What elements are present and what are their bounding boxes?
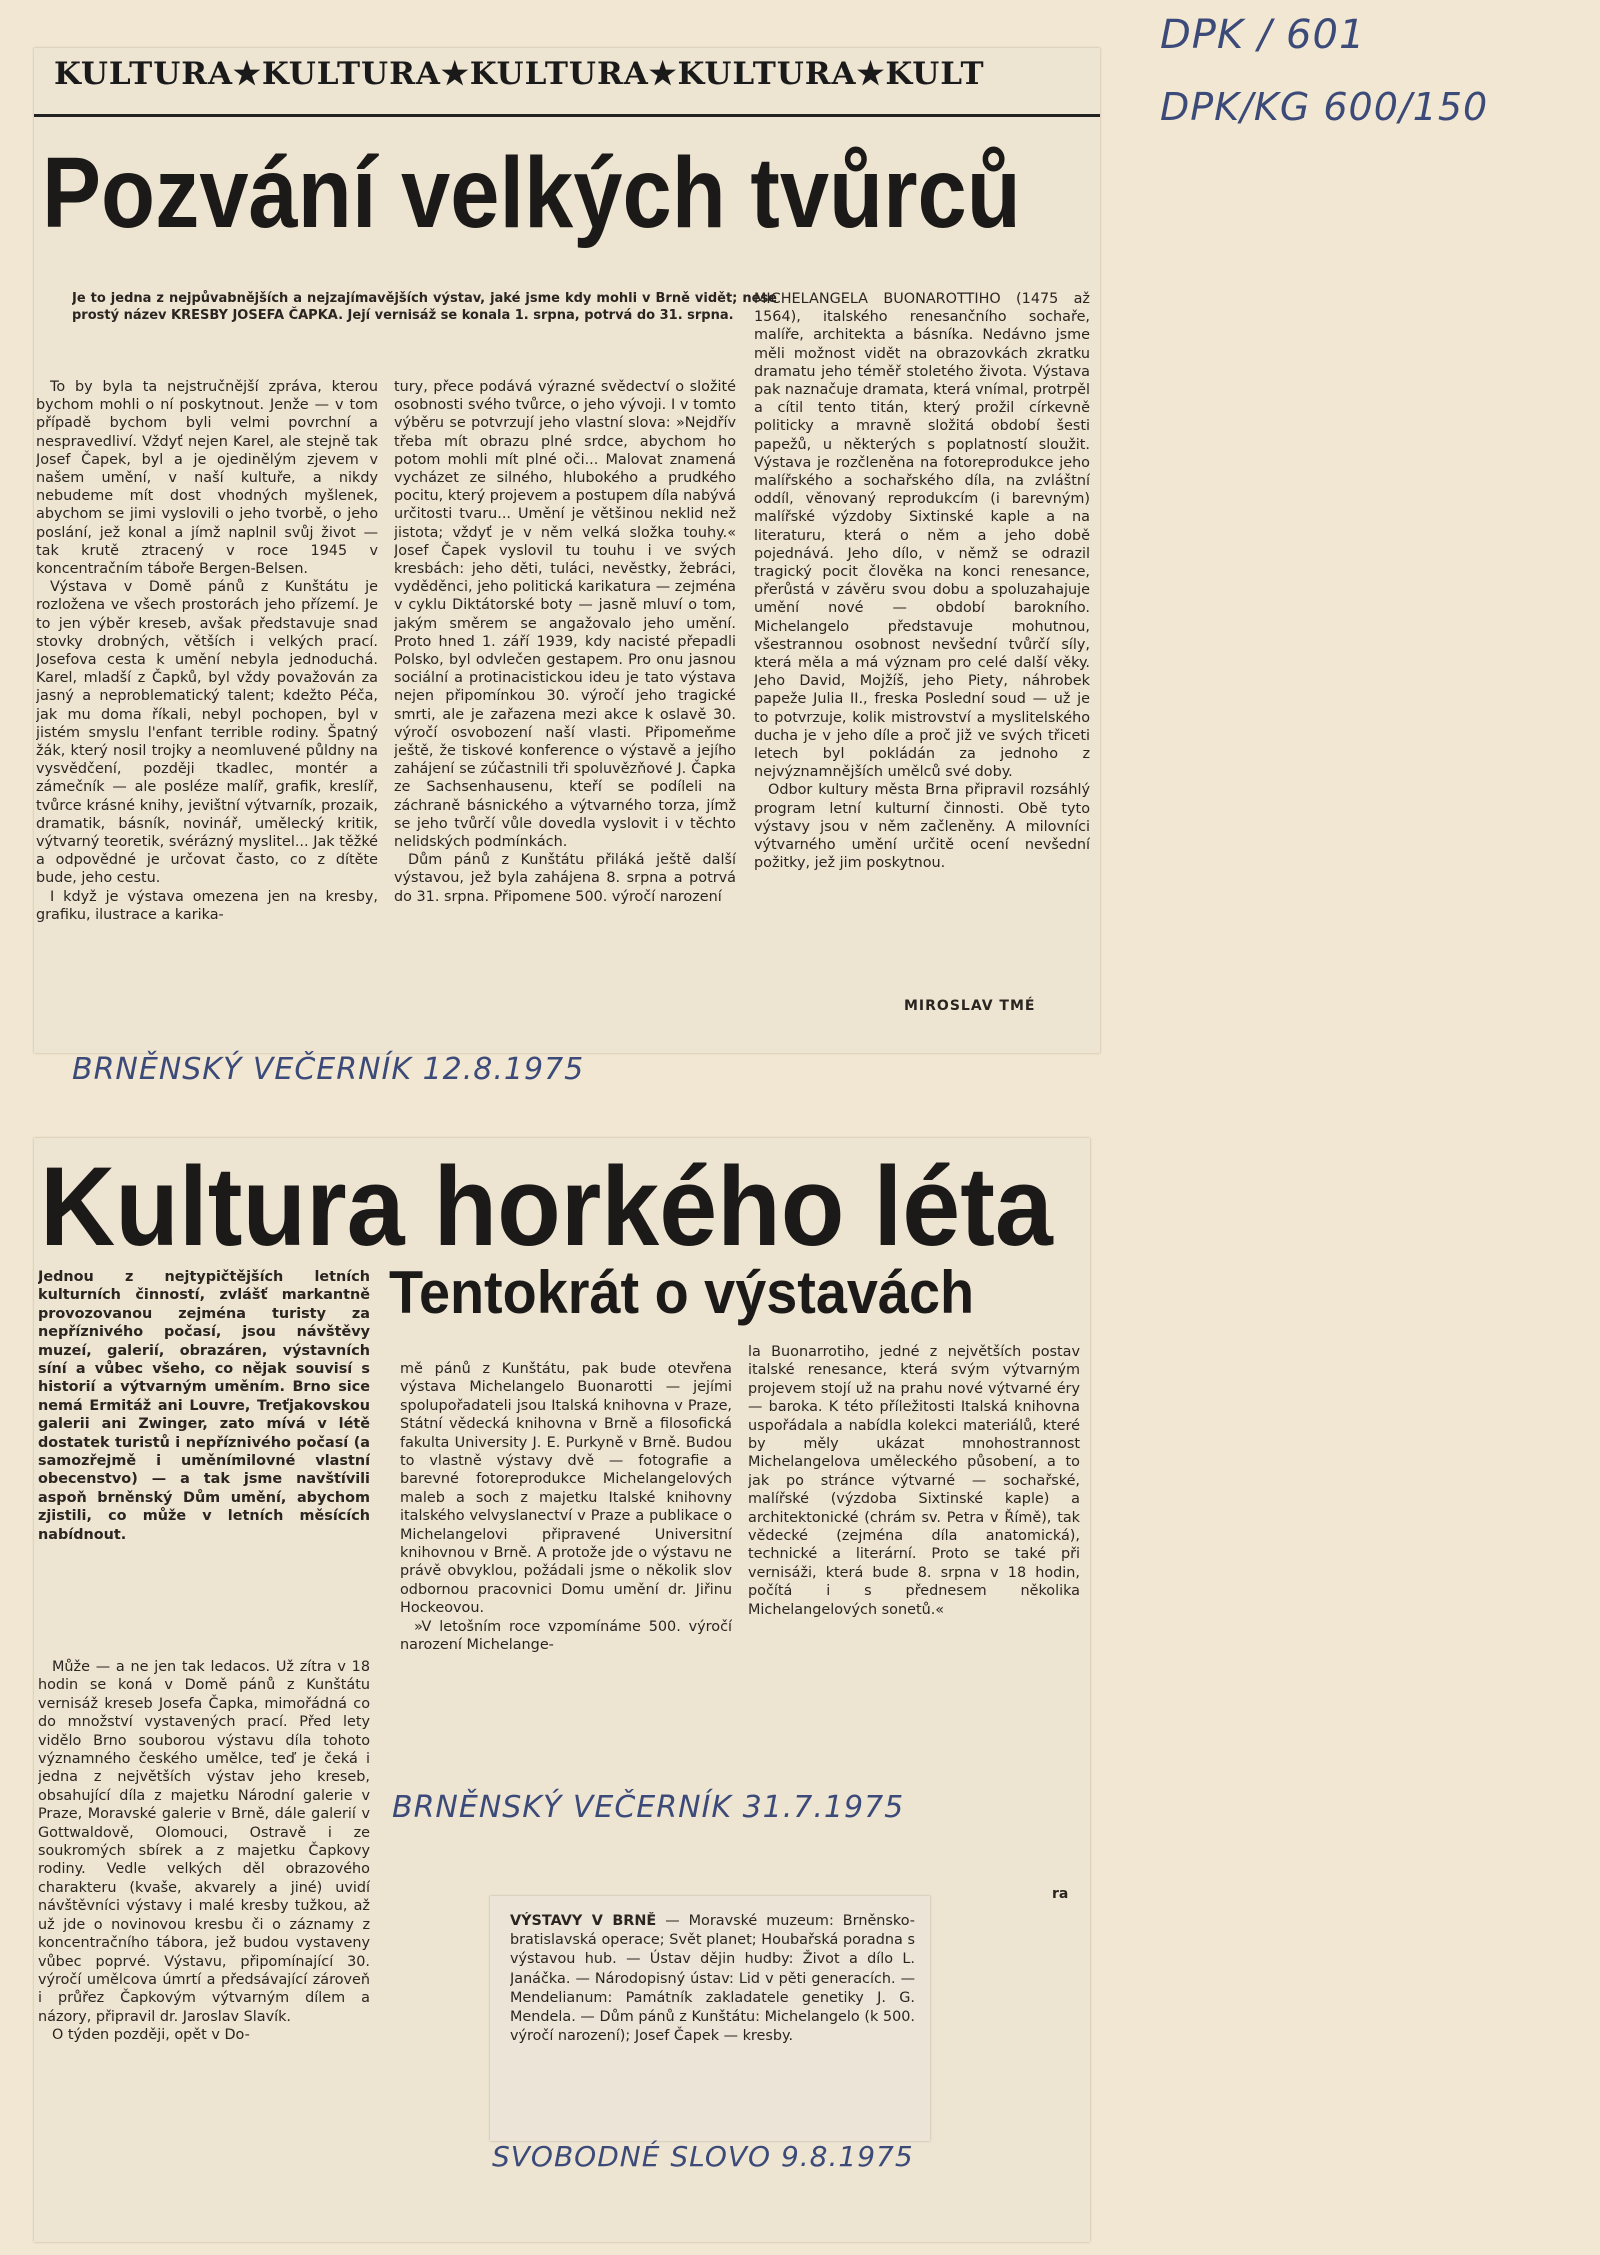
paragraph: »V letošním roce vzpomínáme 500. výročí narození Michelange- xyxy=(400,1618,732,1654)
archive-code-2: DPK/KG 600/150 xyxy=(1160,85,1489,129)
paragraph: tury, přece podává výrazné svědectví o složité osobnosti svého tvůrce, o jeho vývoji. I v tomto výběru se potvrzují jeho vlastní slova: »Nejdřív třeba mít obrazu plné srdce, abychom ho potom mohli mít plné oči... Malovat znamená vycházet ze silného, hlubokého a prudkého pocitu, který projevem a postupem díla nabývá určitosti tvaru... Umění je většinou neklid než jistota; vždyť je v něm velká složka touhy.« Josef Čapek vyslovil tu touhu i ve svých kresbách: jeho děti, tuláci, nevěstky, žebráci, vyděděnci, jeho politická karikatura — zejména v cyklu Diktátorské boty — jasně mluví o tom, jakým směrem se angažovalo jeho umění. Proto hned 1. září 1939, kdy nacisté přepadli Polsko, byl odvlečen gestapem. Pro onu jasnou sociální a protinacistickou ideu je tato výstava nejen připomínkou 30. výročí jeho tragické smrti, ale je zařazena mezi akce k oslavě 30. výročí osvobození naší vlasti. Připomeňme ještě, že tiskové konference o výstavě a jejího zahájení se zúčastnili tři spoluvězňové J. Čapka ze Sachsenhausenu, kteří se podíleli na záchraně básnického a výtvarného torza, jímž se jeho tvůrčí vůle dovedla vyslovit i v těchto nelidských podmínkách. xyxy=(394,379,736,851)
listing-text xyxy=(510,1912,915,2138)
source-note-1: BRNĚNSKÝ VEČERNÍK 12.8.1975 xyxy=(72,1052,585,1087)
paragraph: Výstava v Domě pánů z Kunštátu je rozložena ve všech prostorách jeho přízemí. Je to jen výběr kreseb, avšak představuje snad stovky drobných, větších i velkých prací. Josefova cesta k umění nebyla jednoduchá. Karel, mladší z Čapků, byl vždy považován za jasný a neproblematický talent; kdežto Péča, jak mu doma říkali, nebyl pochopen, byl v jistém smyslu l'enfant terrible rodiny. Špatný žák, který nosil trojky a neomluvené půldny na vysvědčení, později tkadlec, montér a zámečník — ale posléze malíř, grafik, kreslíř, tvůrce krásné knihy, jevištní výtvarník, prozaik, dramatik, básník, novinář, umělecký kritik, výtvarný teoretik, svérázný myslitel... Jak těžké a odpovědné je určovat často, co z dítěte bude, jeho cestu. xyxy=(36,579,378,887)
article-column-1 xyxy=(38,1658,370,2238)
paragraph: mě pánů z Kunštátu, pak bude otevřena výstava Michelangelo Buonarotti — jejími spolupořadateli jsou Italská knihovna v Praze, Státní vědecká knihovna v Brně a filosofická fakulta University J. E. Purkyně v Brně. Budou to vlastně výstavy dvě — fotografie a barevné fotoreprodukce Michelangelových maleb a soch z majetku Italské knihovny italského velvyslanectví v Praze a publikace o Michelangelovi připravené Universitní knihovnou v Brně. A protože jde o výstavu ne právě obvyklou, požádali jsme o několik slov odbornou pracovnici Domu umění dr. Jiřinu Hockeovou. xyxy=(400,1361,732,1617)
paragraph: I když je výstava omezena jen na kresby, grafiku, ilustrace a karika- xyxy=(36,888,378,923)
paragraph: la Buonarrotiho, jedné z největších postav italské renesance, která svým výtvarným projevem stojí už na prahu nové výtvarné éry — baroka. K této příležitosti Italská knihovna uspořádala a nabídla kolekci materiálů, které by měly ukázat mnohostrannost Michelangelova uměleckého působení, a to jak po stránce výtvarné — sochařské, malířské (výzdoba Sixtinské kaple) a architektonické (chrám sv. Petra v Římě), tak vědecké (zejména díla anatomická), technické a literární. Proto se také při vernisáži, která bude 8. srpna v 18 hodin, počítá i s přednesem několika Michelangelových sonetů.« xyxy=(748,1344,1080,1618)
article-column-2 xyxy=(394,378,736,1050)
lead-text: Jednou z nejtypičtějších letních kulturních činností, zvlášť markantně provozovanou zejména turisty za nepříznivého počasí, jsou návštěvy muzeí, galerií, obrazáren, výstavních síní a vůbec všeho, co nějak souvisí s historií a výtvarným uměním. Brno sice nemá Ermitáž ani Louvre, Treťjakovskou galerii ani Zwinger, zato mívá v létě dostatek turistů i nepříznivého počasí (a samozřejmě i uměnímilovné vlastní obecenstvo) — a tak jsme navštívili aspoň brněnský Dům umění, abychom zjistili, co může v letních měsících nabídnout. xyxy=(38,1269,370,1543)
section-banner xyxy=(34,48,1100,117)
paragraph: Dům pánů z Kunštátu přiláká ještě další výstavou, jež byla zahájena 8. srpna a potrvá do 31. srpna. Připomene 500. výročí narození xyxy=(394,852,736,905)
paragraph xyxy=(510,1912,915,2046)
clipping-vystavy-v-brne xyxy=(490,1896,930,2141)
archive-code-1: DPK / 601 xyxy=(1160,12,1366,58)
source-note-2: BRNĚNSKÝ VEČERNÍK 31.7.1975 xyxy=(392,1790,905,1825)
author-signature: MIROSLAV TMÉ xyxy=(904,998,1036,1014)
article-column-3 xyxy=(754,290,1090,1010)
paragraph: Odbor kultury města Brna připravil rozsáhlý program letní kulturní činnosti. Obě tyto výstavy jsou v něm začleněny. A milovníci výtvarného umění určitě ocení nevšední požitky, jež jim poskytnou. xyxy=(754,782,1090,872)
article-lead xyxy=(38,1268,370,1650)
article-column-2 xyxy=(400,1360,732,1925)
listing-heading: VÝSTAVY V BRNĚ xyxy=(510,1913,657,1929)
paragraph: O týden později, opět v Do- xyxy=(52,2027,250,2044)
article-column-1 xyxy=(36,378,378,1050)
clipping-pozvani xyxy=(34,48,1100,1053)
article-lead xyxy=(72,290,777,324)
lead-text: Je to jedna z nejpůvabnějších a nejzajímavějších výstav, jaké jsme kdy mohli v Brně vidět; nese prostý název KRESBY JOSEFA ČAPKA. Její vernisáž se konala 1. srpna, potrvá do 31. srpna. xyxy=(72,291,777,323)
article-title: Pozvání velkých tvůrců xyxy=(42,137,1021,249)
article-title: Kultura horkého léta xyxy=(40,1144,1053,1269)
paragraph: MICHELANGELA BUONAROTTIHO (1475 až 1564), italského renesančního sochaře, malíře, architekta a básníka. Nedávno jsme měli možnost vidět na obrazovkách zkratku dramatu jeho téměř stoletého života. Výstava pak naznačuje dramata, která vnímal, protrpěl a cítil tento titán, který prožil církevně politicky a mravně složitá období šesti papežů, u některých s poplatností sloužit. Výstava je rozčleněna na fotoreprodukce jeho malířského a sochařského díla, na zvláštní oddíl, věnovaný reprodukcím (i barevným) malířské výzdoby Sixtinské kaple a na literaturu, která o něm a jeho době pojednává. Jeho dílo, v němž se odrazil tragický pocit člověka na konci renesance, přerůstá v závěru svou dobu a spoluzahajuje umění nové — období barokního. Michelangelo představuje mohutnou, všestrannou osobnost nevšední tvůrčí síly, která měla a má význam pro celé další věky. Jeho David, Mojžíš, jeho Piety, náhrobek papeže Julia II., freska Poslední soud — už je to potvrzuje, kolik mistrovství a myslitelského ducha je v jeho díle a proč již ve svých třiceti letech byl pokládán za jednoho z nejvýznamnějších umělců své doby. xyxy=(754,291,1090,781)
paragraph: To by byla ta nejstručnější zpráva, kterou bychom mohli o ní poskytnout. Jenže — v tom případě bychom byli velmi povrchní a nespravedliví. Vždyť nejen Karel, ale stejně tak Josef Čapek, byl a je ojedinělým zjevem v našem umění, v naší kultuře, a nikdy nebudeme mít dost vhodných myšlenek, abychom se jimi vyslovili o jeho tvorbě, o jeho poslání, jež konal a jímž naplnil svůj život — tak krutě ztracený v roce 1945 v koncentračním táboře Bergen-Belsen. xyxy=(36,379,378,578)
author-signature: ra xyxy=(1052,1886,1069,1902)
paragraph: Může — a ne jen tak ledacos. Už zítra v 18 hodin se koná v Domě pánů z Kunštátu vernisáž kreseb Josefa Čapka, mimořádná co do množství vystavených prací. Před lety vidělo Brno souborou výstavu díla tohoto významného českého umělce, teď je čeká i jedna z největších výstav jeho kreseb, obsahující díla z majetku Národní galerie v Praze, Moravské galerie v Brně, dále galerií v Gottwaldově, Olomouci, Ostravě i ze soukromých sbírek a z majetku Čapkovy rodiny. Vedle velkých děl obrazového charakteru (kvaše, akvarely a jiné) uvidí návštěvníci výstavy i malé kresby tužkou, až už jde o novinovou kresbu či o záznamy z koncentračního tábora, jež budou vystaveny vůbec poprvé. Výstavu, připomínající 30. výročí umělcova úmrtí a předsávající zároveň i průřez Čapkovým výtvarným dílem a názory, připravil dr. Jaroslav Slavík. xyxy=(38,1659,370,2025)
source-note-3: SVOBODNÉ SLOVO 9.8.1975 xyxy=(492,2140,914,2173)
article-subtitle: Tentokrát o výstavách xyxy=(389,1259,975,1326)
listing-body: — Moravské muzeum: Brněnsko-bratislavská operace; Svět planet; Houbařská poradna s výstavou hub. — Ústav dějin hudby: Život a dílo L. Janáčka. — Národopisný ústav: Lid v pěti generacích. — Mendelianum: Památník zakladatele genetiky J. G. Mendela. — Dům pánů z Kunštátu: Michelangelo (k 500. výročí narození); Josef Čapek — kresby. xyxy=(510,1913,915,2045)
banner-text: KULTURA★KULTURA★KULTURA★KULTURA★KULT xyxy=(54,56,985,92)
